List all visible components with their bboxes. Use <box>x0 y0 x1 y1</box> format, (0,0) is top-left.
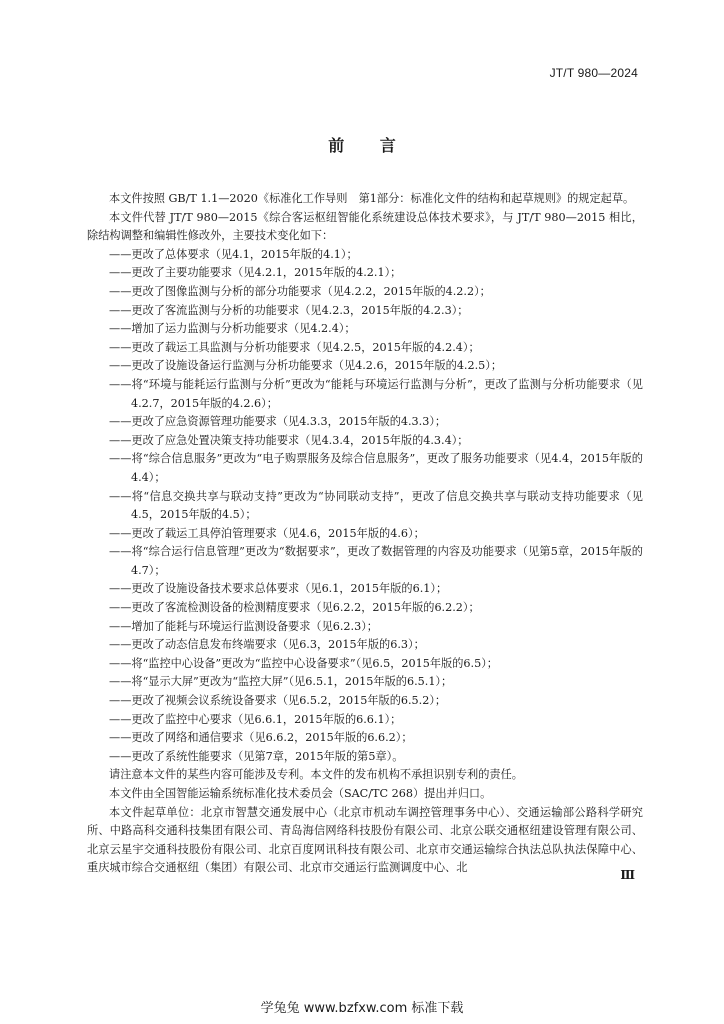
changes-list <box>87 246 643 767</box>
change-item: ——更改了载运工具停泊管理要求（见4.6，2015年版的4.6）； <box>109 526 425 540</box>
foreword-body <box>87 190 643 878</box>
change-item: ——将“环境与能耗运行监测与分析”更改为“能耗与环境运行监测与分析”，更改了监测与分析功能要求（见4.2.7，2015年版的4.2.6）； <box>109 377 643 410</box>
change-item: ——更改了客流检测设备的检测精度要求（见6.2.2，2015年版的6.2.2）； <box>109 601 480 615</box>
change-item: ——增加了能耗与环境运行监测设备要求（见6.2.3）； <box>109 619 378 633</box>
change-item: ——更改了载运工具监测与分析功能要求（见4.2.5，2015年版的4.2.4）； <box>109 340 480 354</box>
change-item: ——将“信息交换共享与联动支持”更改为“协同联动支持”，更改了信息交换共享与联动支持功能要求（见4.5，2015年版的4.5）； <box>109 489 643 522</box>
standard-code: JT/T 980—2024 <box>549 66 638 80</box>
change-item: ——将“综合运行信息管理”更改为“数据要求”，更改了数据管理的内容及功能要求（见第5章，2015年版的4.7）； <box>109 545 643 577</box>
change-item: ——更改了应急资源管理功能要求（见4.3.3，2015年版的4.3.3）； <box>109 415 447 429</box>
change-item: ——更改了总体要求（见4.1，2015年版的4.1）； <box>109 247 358 261</box>
change-item: ——更改了图像监测与分析的部分功能要求（见4.2.2，2015年版的4.2.2）； <box>109 284 491 298</box>
change-item: ——更改了主要功能要求（见4.2.1，2015年版的4.2.1）； <box>109 266 402 280</box>
change-item: ——将“监控中心设备”更改为“监控中心设备要求”（见6.5，2015年版的6.5）； <box>109 656 498 670</box>
change-item: ——更改了动态信息发布终端要求（见6.3，2015年版的6.3）； <box>109 638 425 652</box>
change-item: ——更改了设施设备技术要求总体要求（见6.1，2015年版的6.1）； <box>109 582 448 596</box>
change-item: ——更改了客流监测与分析的功能要求（见4.2.3，2015年版的4.2.3）； <box>109 303 469 317</box>
change-item: ——增加了运力监测与分析功能要求（见4.2.4）； <box>109 322 356 336</box>
footer-watermark: 学兔兔 www.bzfxw.com 标准下载 <box>260 1001 464 1016</box>
change-item: ——将“显示大屏”更改为“监控大屏”（见6.5.1，2015年版的6.5.1）； <box>109 675 453 689</box>
change-item: ——更改了系统性能要求（见第7章，2015年版的第5章）。 <box>109 749 404 763</box>
change-item: ——更改了视频会议系统设备要求（见6.5.2，2015年版的6.5.2）； <box>109 694 447 708</box>
paragraph-proposer: 本文件由全国智能运输系统标准化技术委员会（SAC/TC 268）提出并归口。 <box>109 787 492 800</box>
change-item: ——将“综合信息服务”更改为“电子购票服务及综合信息服务”，更改了服务功能要求（见4.4，2015年版的4.4）； <box>109 452 643 484</box>
change-item: ——更改了网络和通信要求（见6.6.2，2015年版的6.6.2）； <box>109 731 413 745</box>
change-item: ——更改了设施设备运行监测与分析功能要求（见4.2.6，2015年版的4.2.5）； <box>109 359 503 373</box>
change-item: ——更改了应急处置决策支持功能要求（见4.3.4，2015年版的4.3.4）； <box>109 433 469 447</box>
paragraph-replacement: 本文件代替 JT/T 980—2015《综合客运枢纽智能化系统建设总体技术要求》，与 JT/T 980—2015 相比，除结构调整和编辑性修改外，主要技术变化如下： <box>87 210 643 243</box>
paragraph-patent-notice: 请注意本文件的某些内容可能涉及专利。本文件的发布机构不承担识别专利的责任。 <box>109 768 523 782</box>
paragraph-drafting-rules: 本文件按照 GB/T 1.1—2020《标准化工作导则 第1部分：标准化文件的结构和起草规则》的规定起草。 <box>109 192 635 205</box>
page-title: 前 言 <box>328 136 396 155</box>
paragraph-drafting-units: 本文件起草单位：北京市智慧交通发展中心（北京市机动车调控管理事务中心）、交通运输部公路科学研究所、中路高科交通科技集团有限公司、青岛海信网络科技股份有限公司、北京公联交通枢纽建设管理有限公司、北京云星宇交通科技股份有限公司、北京百度网讯科技有限公司、北京市交通运输综合执法总队执法保障中心、重庆城市综合交通枢纽（集团）有限公司、北京市交通运行监测调度中心、北 <box>87 805 643 875</box>
page-number: Ⅲ <box>620 868 635 882</box>
change-item: ——更改了监控中心要求（见6.6.1，2015年版的6.6.1）； <box>109 712 402 726</box>
